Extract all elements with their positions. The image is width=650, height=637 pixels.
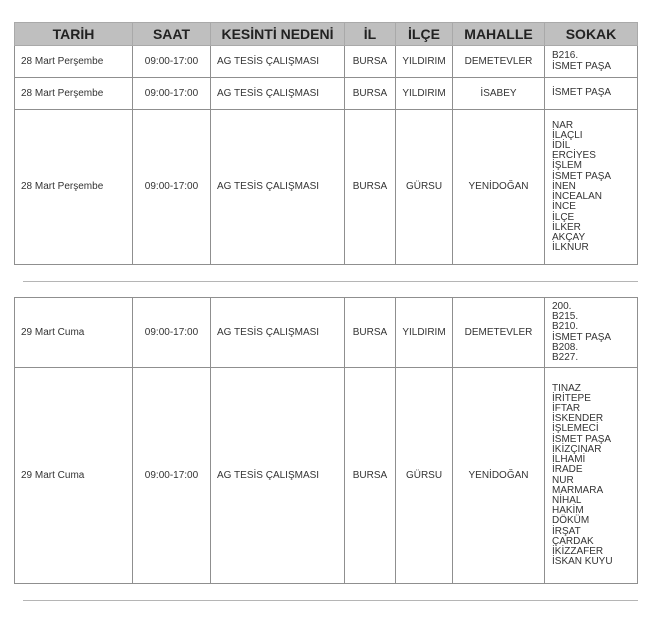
street-name: MARMARA (552, 484, 604, 496)
street-name: İNEN (552, 180, 576, 192)
street-name: B227. (552, 351, 579, 363)
street-name: İLKER (552, 221, 581, 233)
table-row (15, 78, 638, 110)
street-name: NAR (552, 119, 574, 131)
street-name: TINAZ (552, 382, 581, 394)
cell-mahalle: YENİDOĞAN (453, 110, 545, 265)
street-name: DÖKÜM (552, 515, 590, 527)
cell-saat: 09:00-17:00 (133, 298, 211, 368)
street-name: İSMET PAŞA (552, 331, 612, 343)
header-mahalle: MAHALLE (453, 23, 545, 46)
cell-ilce: YILDIRIM (396, 78, 453, 110)
street-name: B216. (552, 50, 579, 62)
cell-mahalle: YENİDOĞAN (453, 368, 545, 584)
cell-mahalle: DEMETEVLER (453, 46, 545, 78)
cell-il: BURSA (345, 368, 396, 584)
street-name: B215. (552, 311, 579, 323)
street-name: İKİZÇINAR (552, 443, 602, 455)
header-tarih: TARİH (15, 23, 133, 46)
street-name: İSKENDER (552, 413, 604, 425)
group-separator (15, 265, 638, 298)
street-name: İNCEALAN (552, 191, 603, 203)
street-name: İLKNUR (552, 242, 589, 254)
cell-neden: AG TESİS ÇALIŞMASI (211, 368, 345, 584)
street-name: HAKİM (552, 505, 584, 517)
street-name: İLHAMİ (552, 454, 586, 466)
street-name: İFTAR (552, 403, 581, 415)
cell-ilce: GÜRSU (396, 110, 453, 265)
cell-il: BURSA (345, 298, 396, 368)
street-name: İSKAN KUYU (552, 556, 613, 568)
header-saat: SAAT (133, 23, 211, 46)
street-name: İSMET PAŞA (552, 87, 612, 99)
cell-il: BURSA (345, 78, 396, 110)
street-name: İRŞAT (552, 525, 581, 537)
cell-neden: AG TESİS ÇALIŞMASI (211, 110, 345, 265)
group-separator (15, 584, 638, 617)
cell-neden: AG TESİS ÇALIŞMASI (211, 78, 345, 110)
street-name: İSMET PAŞA (552, 60, 612, 72)
header-sokak: SOKAK (545, 23, 638, 46)
cell-sokak (545, 298, 638, 368)
street-name: İRADE (552, 464, 583, 476)
street-name: İLÇE (552, 211, 575, 223)
street-name: İKİZZAFER (552, 545, 604, 557)
cell-ilce: YILDIRIM (396, 46, 453, 78)
cell-sokak (545, 110, 638, 265)
street-name: İŞLEMECİ (552, 423, 599, 435)
street-name: ÇARDAK (552, 535, 594, 547)
cell-neden: AG TESİS ÇALIŞMASI (211, 298, 345, 368)
cell-il: BURSA (345, 110, 396, 265)
street-name: B208. (552, 341, 579, 353)
cell-tarih: 28 Mart Perşembe (15, 78, 133, 110)
cell-neden: AG TESİS ÇALIŞMASI (211, 46, 345, 78)
street-name: 200. (552, 300, 572, 312)
cell-saat: 09:00-17:00 (133, 368, 211, 584)
cell-saat: 09:00-17:00 (133, 110, 211, 265)
street-name: NUR (552, 474, 574, 486)
street-name: B210. (552, 321, 579, 333)
table-row (15, 46, 638, 78)
cell-sokak (545, 46, 638, 78)
cell-il: BURSA (345, 46, 396, 78)
table-row (15, 298, 638, 368)
street-name: İSMET PAŞA (552, 170, 612, 182)
street-name: İRİTEPE (552, 392, 591, 404)
table-row (15, 368, 638, 584)
cell-sokak (545, 368, 638, 584)
header-ilce: İLÇE (396, 23, 453, 46)
street-name: İSMET PAŞA (552, 433, 612, 445)
cell-tarih: 28 Mart Perşembe (15, 110, 133, 265)
cell-tarih: 29 Mart Cuma (15, 298, 133, 368)
cell-ilce: YILDIRIM (396, 298, 453, 368)
street-name: İDİL (552, 140, 571, 152)
header-kesinti-nedeni: KESİNTİ NEDENİ (211, 23, 345, 46)
cell-tarih: 29 Mart Cuma (15, 368, 133, 584)
cell-mahalle: DEMETEVLER (453, 298, 545, 368)
street-name: ERCİYES (552, 150, 596, 162)
power-outage-table (14, 22, 638, 616)
cell-saat: 09:00-17:00 (133, 46, 211, 78)
cell-mahalle: İSABEY (453, 78, 545, 110)
street-name: İLAÇLI (552, 129, 583, 141)
separator-line (23, 281, 638, 282)
cell-tarih: 28 Mart Perşembe (15, 46, 133, 78)
cell-ilce: GÜRSU (396, 368, 453, 584)
table-row (15, 110, 638, 265)
header-il: İL (345, 23, 396, 46)
table-header-row (15, 23, 638, 46)
street-name: NİHAL (552, 494, 582, 506)
street-name: AKÇAY (552, 231, 586, 243)
cell-sokak (545, 78, 638, 110)
cell-saat: 09:00-17:00 (133, 78, 211, 110)
street-name: İŞLEM (552, 160, 583, 172)
separator-line (23, 600, 638, 601)
street-name: İNCE (552, 201, 576, 213)
